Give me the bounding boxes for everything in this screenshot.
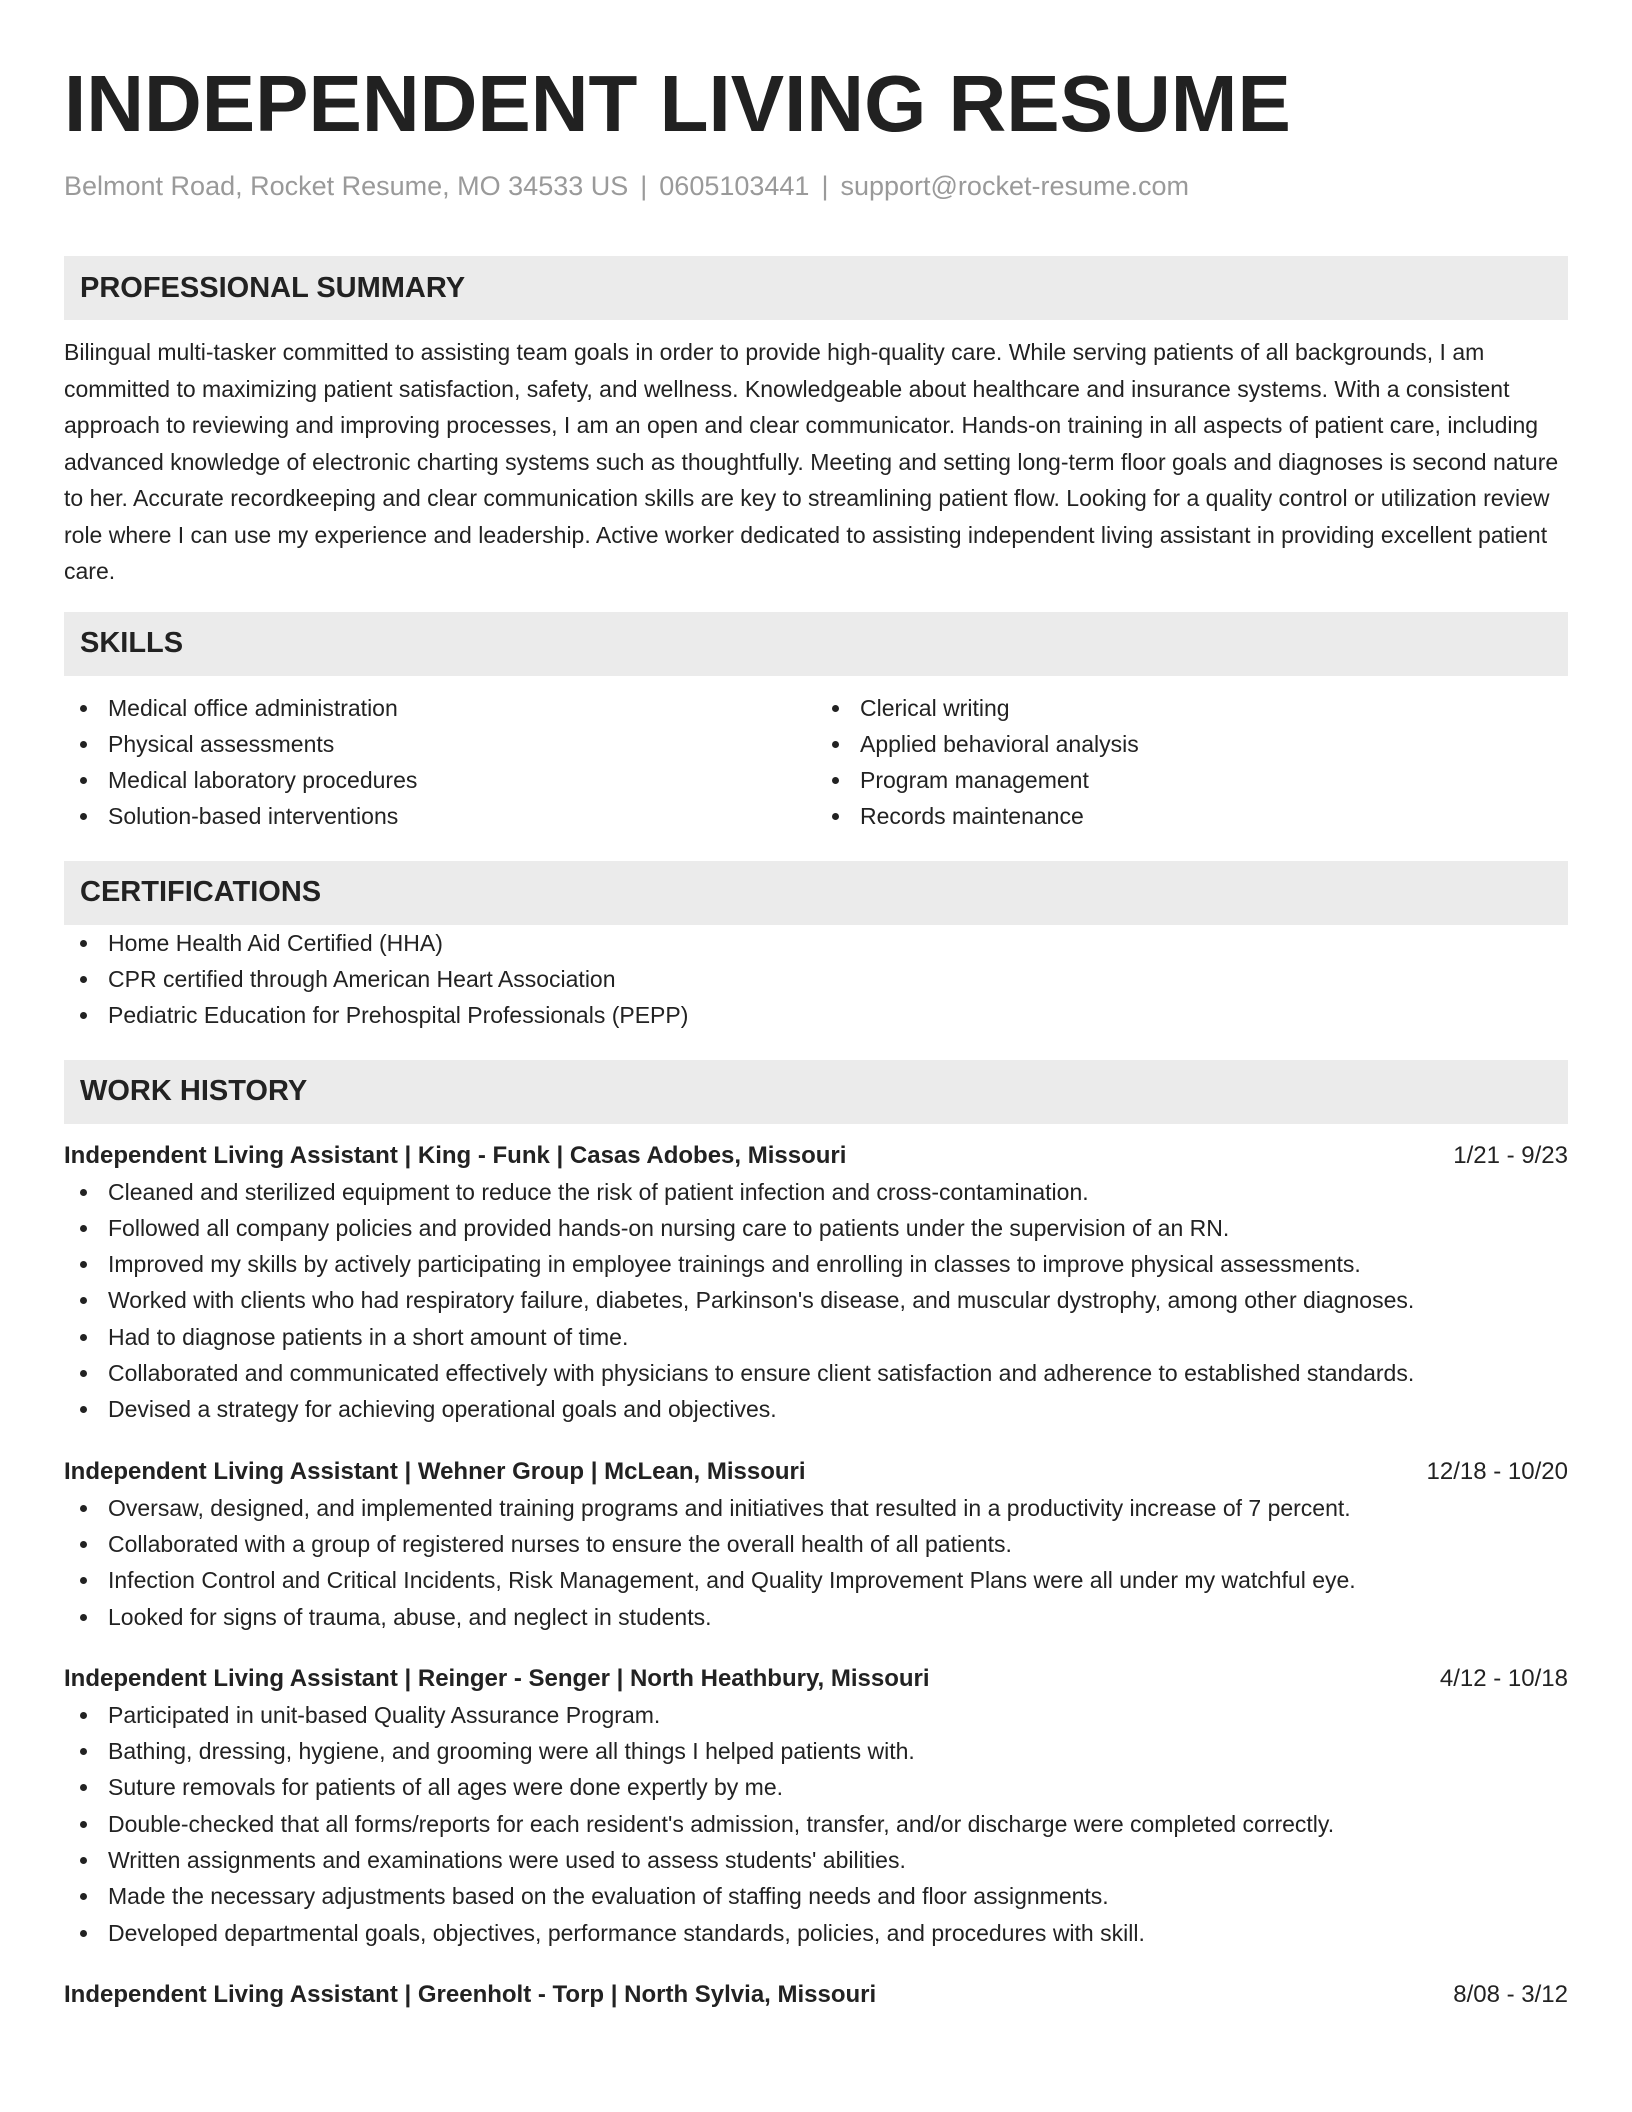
section-header-professional-summary: PROFESSIONAL SUMMARY <box>64 256 1568 320</box>
job-bullet: Had to diagnose patients in a short amount of time. <box>64 1319 1568 1355</box>
job-dates: 1/21 - 9/23 <box>1453 1141 1568 1169</box>
contact-separator: | <box>640 171 648 201</box>
certifications-list <box>64 925 1568 1034</box>
skills-grid <box>64 690 1568 835</box>
job-bullet: Double-checked that all forms/reports for each resident's admission, transfer, and/or discharge were completed correctly. <box>64 1806 1568 1842</box>
job-bullet: Collaborated and communicated effectively with physicians to ensure client satisfaction and adherence to established standards. <box>64 1355 1568 1391</box>
job-bullet: Looked for signs of trauma, abuse, and neglect in students. <box>64 1599 1568 1635</box>
job-entry <box>64 1661 1568 1951</box>
job-bullet: Worked with clients who had respiratory failure, diabetes, Parkinson's disease, and muscular dystrophy, among other diagnoses. <box>64 1282 1568 1318</box>
job-bullet: Written assignments and examinations were used to assess students' abilities. <box>64 1842 1568 1878</box>
skill-item: Medical office administration <box>64 690 816 726</box>
certification-item: Home Health Aid Certified (HHA) <box>64 925 1568 961</box>
skills-list-left <box>64 690 816 835</box>
job-bullet: Participated in unit-based Quality Assurance Program. <box>64 1697 1568 1733</box>
section-header-skills: SKILLS <box>64 612 1568 676</box>
skill-item: Applied behavioral analysis <box>816 726 1568 762</box>
contact-address: Belmont Road, Rocket Resume, MO 34533 US <box>64 171 629 201</box>
job-dates: 4/12 - 10/18 <box>1439 1664 1568 1692</box>
skill-item: Records maintenance <box>816 798 1568 834</box>
skills-column-left <box>64 690 816 835</box>
certification-item: CPR certified through American Heart Association <box>64 961 1568 997</box>
job-bullet: Followed all company policies and provided hands-on nursing care to patients under the supervision of an RN. <box>64 1210 1568 1246</box>
skill-item: Solution-based interventions <box>64 798 816 834</box>
job-entry <box>64 1454 1568 1635</box>
skills-column-right <box>816 690 1568 835</box>
job-bullet: Developed departmental goals, objectives, performance standards, policies, and procedures with skill. <box>64 1915 1568 1951</box>
job-title-row <box>64 1977 1568 2013</box>
job-title: Independent Living Assistant | Greenholt - Torp | North Sylvia, Missouri <box>64 1980 877 2008</box>
contact-line <box>64 168 1568 204</box>
job-bullet: Bathing, dressing, hygiene, and grooming were all things I helped patients with. <box>64 1733 1568 1769</box>
job-bullet: Infection Control and Critical Incidents, Risk Management, and Quality Improvement Plans were all under my watchful eye. <box>64 1562 1568 1598</box>
job-entry <box>64 1977 1568 2013</box>
job-bullet: Oversaw, designed, and implemented training programs and initiatives that resulted in a productivity increase of 7 percent. <box>64 1490 1568 1526</box>
resume-title: INDEPENDENT LIVING RESUME <box>64 59 1291 148</box>
job-title-row <box>64 1661 1568 1697</box>
job-bullet: Improved my skills by actively participating in employee trainings and enrolling in classes to improve physical assessments. <box>64 1246 1568 1282</box>
job-bullet: Suture removals for patients of all ages were done expertly by me. <box>64 1769 1568 1805</box>
job-title-row <box>64 1454 1568 1490</box>
skill-item: Clerical writing <box>816 690 1568 726</box>
job-title: Independent Living Assistant | Reinger - Senger | North Heathbury, Missouri <box>64 1664 930 1692</box>
skill-item: Physical assessments <box>64 726 816 762</box>
contact-email: support@rocket-resume.com <box>840 171 1189 201</box>
job-entry <box>64 1138 1568 1428</box>
job-title: Independent Living Assistant | King - Funk | Casas Adobes, Missouri <box>64 1141 847 1169</box>
job-bullet: Cleaned and sterilized equipment to reduce the risk of patient infection and cross-contamination. <box>64 1174 1568 1210</box>
skill-item: Program management <box>816 762 1568 798</box>
job-dates: 8/08 - 3/12 <box>1453 1980 1568 2008</box>
job-bullet: Devised a strategy for achieving operational goals and objectives. <box>64 1391 1568 1427</box>
job-bullet: Collaborated with a group of registered nurses to ensure the overall health of all patients. <box>64 1526 1568 1562</box>
job-bullet-list <box>64 1697 1568 1951</box>
job-bullet-list <box>64 1490 1568 1635</box>
job-title-row <box>64 1138 1568 1174</box>
contact-separator: | <box>821 171 829 201</box>
job-bullet: Made the necessary adjustments based on the evaluation of staffing needs and floor assignments. <box>64 1878 1568 1914</box>
certification-item: Pediatric Education for Prehospital Professionals (PEPP) <box>64 997 1568 1033</box>
skill-item: Medical laboratory procedures <box>64 762 816 798</box>
skills-list-right <box>816 690 1568 835</box>
section-header-work-history: WORK HISTORY <box>64 1060 1568 1124</box>
job-title: Independent Living Assistant | Wehner Group | McLean, Missouri <box>64 1457 806 1485</box>
contact-phone: 0605103441 <box>659 171 810 201</box>
job-bullet-list <box>64 1174 1568 1428</box>
job-dates: 12/18 - 10/20 <box>1426 1457 1568 1485</box>
section-header-certifications: CERTIFICATIONS <box>64 861 1568 925</box>
summary-text: Bilingual multi-tasker committed to assisting team goals in order to provide high-quality care. While serving patients of all backgrounds, I am committed to maximizing patient satisfaction, safety, and wellness. Knowledgeable about healthcare and insurance systems. With a consistent approach to reviewing and improving processes, I am an open and clear communicator. Hands-on training in all aspects of patient care, including advanced knowledge of electronic charting systems such as thoughtfully. Meeting and setting long-term floor goals and diagnoses is second nature to her. Accurate recordkeeping and clear communication skills are key to streamlining patient flow. Looking for a quality control or utilization review role where I can use my experience and leadership. Active worker dedicated to assisting independent living assistant in providing excellent patient care. <box>64 339 1559 584</box>
